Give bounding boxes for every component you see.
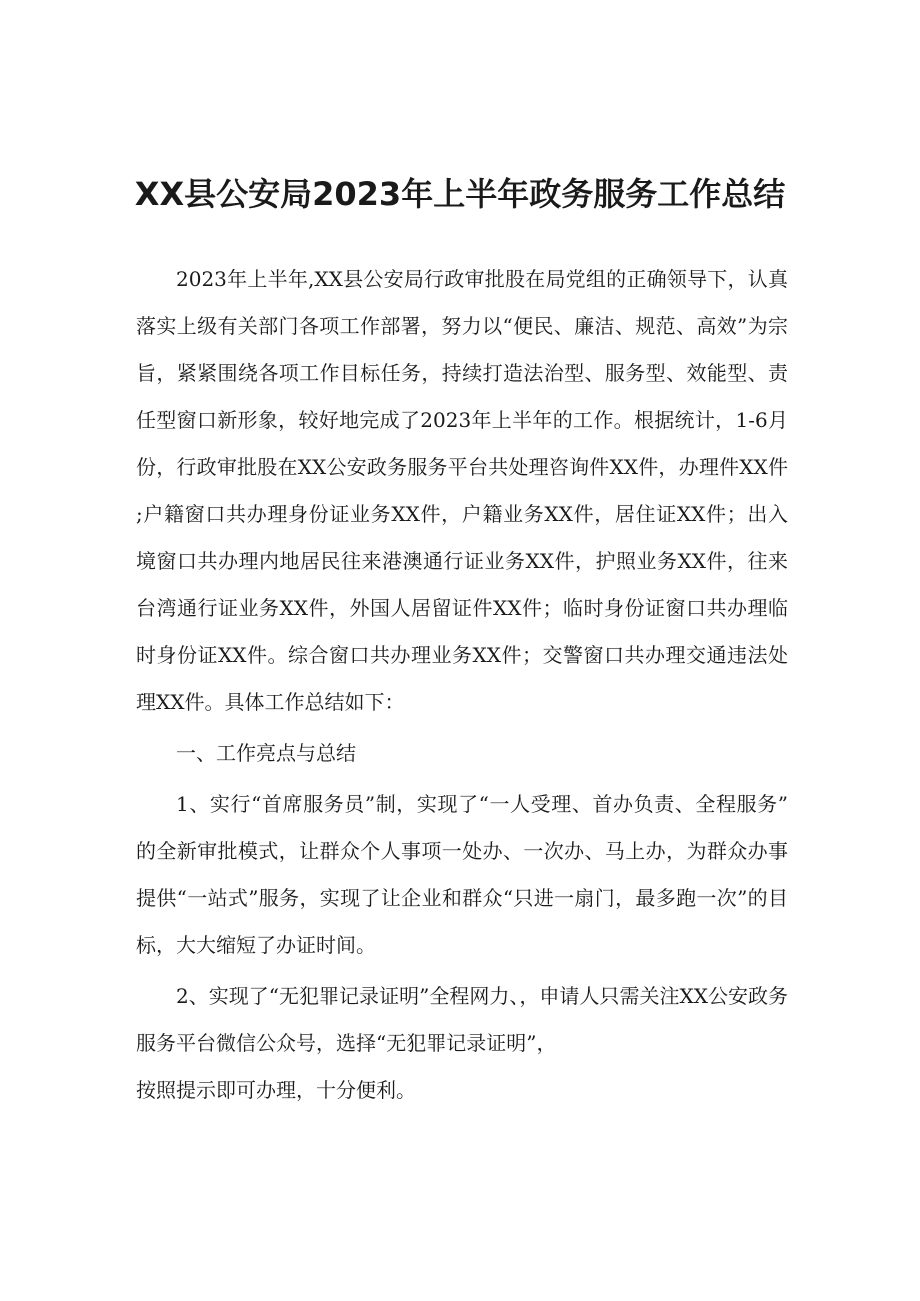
paragraph-item-2: 2、实现了“无犯罪记录证明”全程网力、，申请人只需关注XX公安政务服务平台微信公众号，选择“无犯罪记录证明”， <box>136 984 788 1055</box>
paragraph-item-2-tail: 按照提示即可办理，十分便利。 <box>136 1078 416 1102</box>
section-heading-highlights: 一、工作亮点与总结 <box>176 741 356 765</box>
document-title: XX县公安局2023年上半年政务服务工作总结 <box>134 175 786 213</box>
paragraph-summary: 2023年上半年,XX县公安局行政审批股在局党组的正确领导下，认真落实上级有关部门各项工作部署，努力以“便民、廉洁、规范、高效”为宗旨，紧紧围绕各项工作目标任务，持续打造法治型、服务型、效能型、责任型窗口新形象，较好地完成了2023年上半年的工作。根据统计，1-6月份，行政审批股在XX公安政务服务平台共处理咨询件XX件，办理件XX件;户籍窗口共办理身份证业务XX件，户籍业务XX件，居住证XX件；出入境窗口共办理内地居民往来港澳通行证业务XX件，护照业务XX件，往来台湾通行证业务XX件，外国人居留证件XX件；临时身份证窗口共办理临时身份证XX件。综合窗口共办理业务XX件；交警窗口共办理交通违法处理XX件。具体工作总结如下： <box>136 267 788 714</box>
document-body <box>136 256 788 1114</box>
paragraph-item-1: 1、实行“首席服务员”制，实现了“一人受理、首办负责、全程服务”的全新审批模式，让群众个人事项一处办、一次办、马上办，为群众办事提供“一站式”服务，实现了让企业和群众“只进一扇门，最多跑一次”的目标，大大缩短了办证时间。 <box>136 792 788 957</box>
